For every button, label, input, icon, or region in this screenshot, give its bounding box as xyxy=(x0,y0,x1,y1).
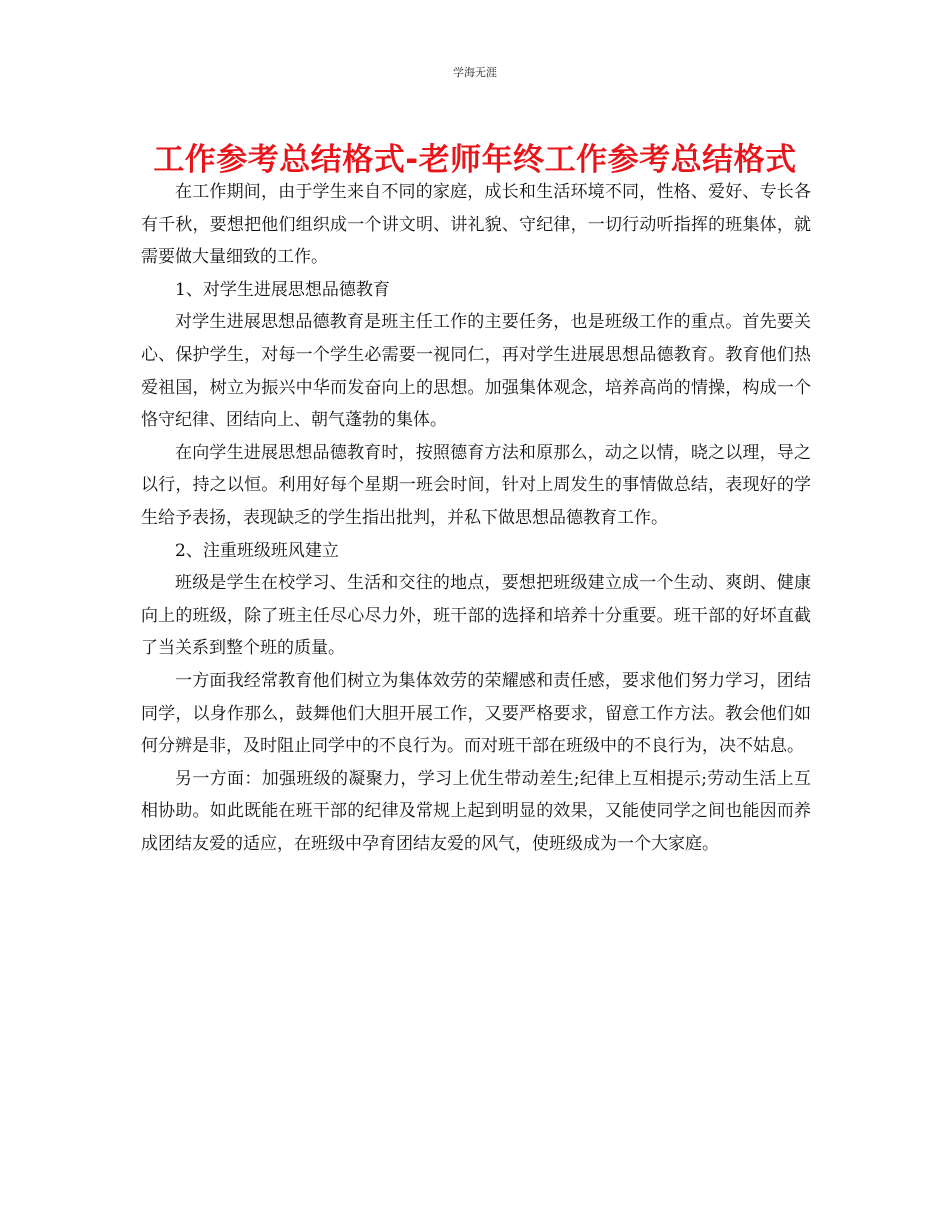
document-title: 工作参考总结格式-老师年终工作参考总结格式 xyxy=(153,142,797,178)
page-header: 学海无涯 xyxy=(453,66,497,79)
section-heading-2: 2、注重班级班风建立 xyxy=(175,540,339,561)
paragraph: 班级是学生在校学习、生活和交往的地点，要想把班级建立成一个生动、爽朗、健康向上的班级，除了班主任尽心尽力外，班干部的选择和培养十分重要。班干部的好坏直截了当关系到整个班的质量。 xyxy=(141,573,811,659)
section-heading-1: 1、对学生进展思想品德教育 xyxy=(175,279,390,300)
paragraph-intro: 在工作期间，由于学生来自不同的家庭，成长和生活环境不同，性格、爱好、专长各有千秋，要想把他们组织成一个讲文明、讲礼貌、守纪律，一切行动听指挥的班集体，就需要做大量细致的工作。 xyxy=(141,182,811,268)
document-body xyxy=(141,176,811,860)
paragraph: 对学生进展思想品德教育是班主任工作的主要任务，也是班级工作的重点。首先要关心、保护学生，对每一个学生必需要一视同仁，再对学生进展思想品德教育。教育他们热爱祖国，树立为振兴中华而发奋向上的思想。加强集体观念，培养高尚的情操，构成一个恪守纪律、团结向上、朝气蓬勃的集体。 xyxy=(141,312,811,431)
paragraph: 另一方面：加强班级的凝聚力，学习上优生带动差生;纪律上互相提示;劳动生活上互相协助。如此既能在班干部的纪律及常规上起到明显的效果，又能使同学之间也能因而养成团结友爱的适应，在班级中孕育团结友爱的风气，使班级成为一个大家庭。 xyxy=(141,768,811,854)
paragraph: 在向学生进展思想品德教育时，按照德育方法和原那么，动之以情，晓之以理，导之以行，持之以恒。利用好每个星期一班会时间，针对上周发生的事情做总结，表现好的学生给予表扬，表现缺乏的学生指出批判，并私下做思想品德教育工作。 xyxy=(141,442,811,528)
paragraph: 一方面我经常教育他们树立为集体效劳的荣耀感和责任感，要求他们努力学习，团结同学，以身作那么，鼓舞他们大胆开展工作，又要严格要求，留意工作方法。教会他们如何分辨是非，及时阻止同学中的不良行为。而对班干部在班级中的不良行为，决不姑息。 xyxy=(141,670,811,757)
